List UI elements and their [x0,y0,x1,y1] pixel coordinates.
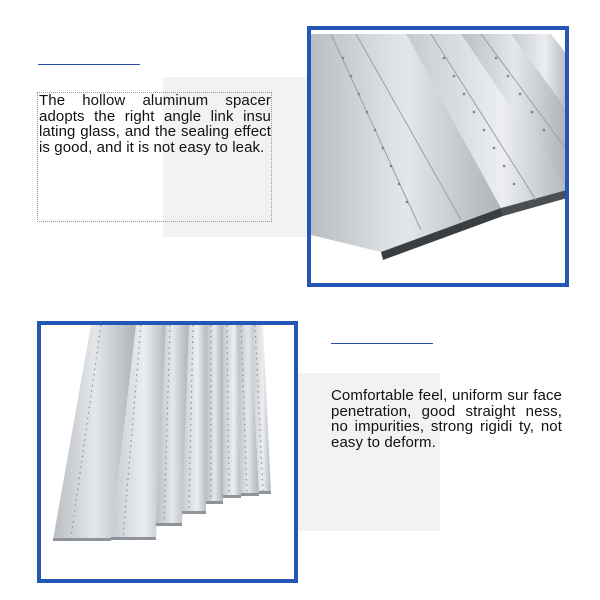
bottom-accent-rule [331,343,433,344]
top-accent-rule [38,64,140,65]
bottom-description-text: Comfortable feel, uniform sur face penetration, good straight ness, no impurities, strong rigidi ty, not easy to deform. [331,387,562,451]
aluminum-spacer-strips-vertical-image [41,325,294,579]
top-description-text: The hollow aluminum spacer adopts the right angle link insu lating glass, and the sealing effect is good, and it is not easy to leak. [37,92,272,222]
aluminum-spacer-strips-diagonal-image [311,30,565,283]
top-product-image [307,26,569,287]
bottom-product-image [37,321,298,583]
